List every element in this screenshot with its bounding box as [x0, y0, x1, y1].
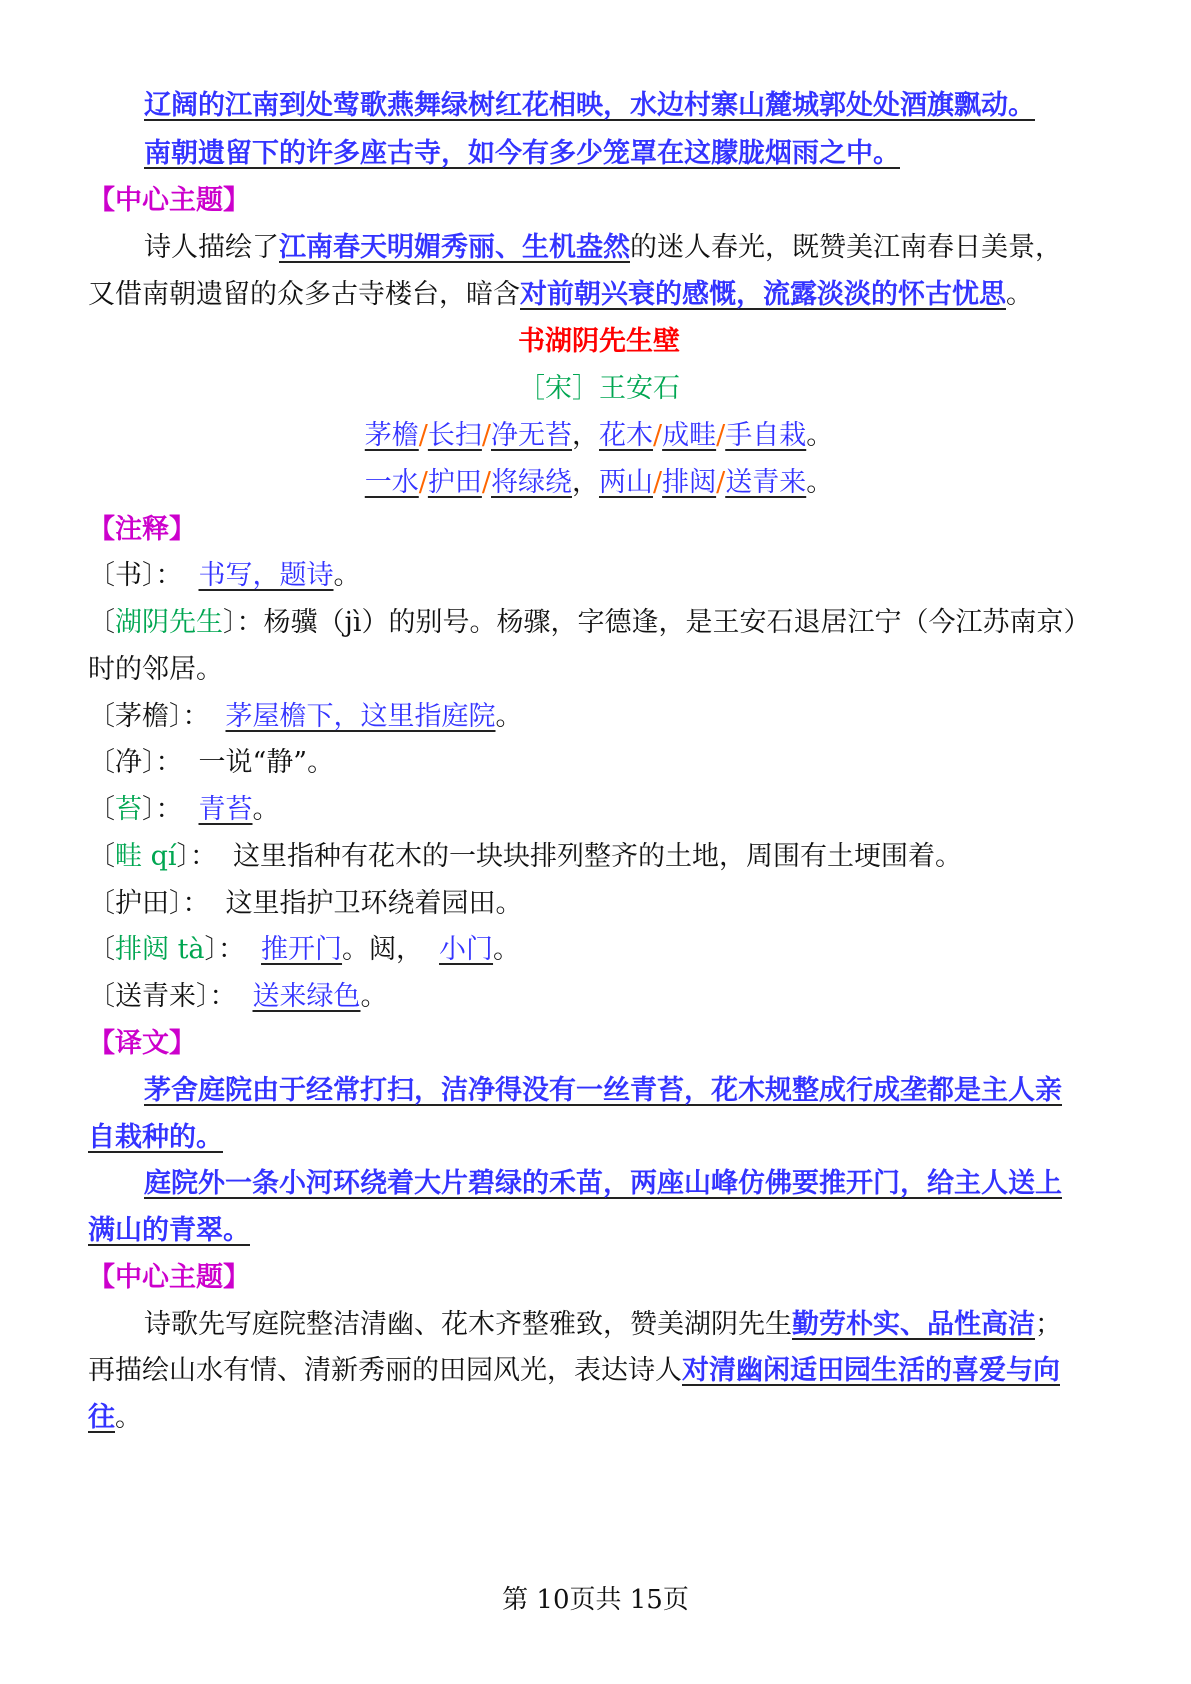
poem-title: 书湖阴先生壁 — [518, 326, 680, 357]
poem-line-1: 茅檐/长扫/净无苔，花木/成畦/手自栽。 — [364, 420, 834, 451]
translation-line-3: 庭院外一条小河环绕着大片碧绿的禾苗，两座山峰仿佛要推开门，给主人送上 — [144, 1168, 1062, 1199]
note-songqinglai: 〔送青来〕： 送来绿色。 — [88, 981, 388, 1012]
theme2-paragraph-line-1: 诗歌先写庭院整洁清幽、花木齐整雅致，赞美湖阴先生勤劳朴实、品性高洁； — [144, 1309, 1062, 1340]
note-shu: 〔书〕： 书写，题诗。 — [88, 560, 361, 591]
note-hutian: 〔护田〕： 这里指护卫环绕着园田。 — [88, 888, 523, 919]
poem-author: ［宋］王安石 — [518, 373, 680, 404]
theme2-keyphrase-1: 勤劳朴实、品性高洁 — [792, 1309, 1035, 1340]
page-number: 第 10页共 15页 — [502, 1585, 689, 1615]
translation-line-4: 满山的青翠。 — [88, 1215, 250, 1246]
theme1-paragraph-line-2: 又借南朝遗留的众多古寺楼台，暗含对前朝兴衰的感慨，流露淡淡的怀古忧思。 — [88, 279, 1033, 310]
intro-translation-line-2: 南朝遗留下的许多座古寺，如今有多少笼罩在这朦胧烟雨之中。 — [144, 138, 900, 169]
theme-heading-1: 【中心主题】 — [88, 185, 250, 216]
translation-line-1: 茅舍庭院由于经常打扫，洁净得没有一丝青苔，花木规整成行成垄都是主人亲 — [144, 1075, 1062, 1106]
note-maoyan: 〔茅檐〕： 茅屋檐下，这里指庭院。 — [88, 701, 523, 732]
theme2-paragraph-line-3: 往。 — [88, 1402, 142, 1433]
note-qi: 〔畦 qí〕： 这里指种有花木的一块块排列整齐的土地，周围有土埂围着。 — [88, 841, 963, 872]
note-huyin-line-1: 〔湖阴先生〕：杨骥（jì）的别号。杨骤，字德逢，是王安石退居江宁（今江苏南京） — [88, 607, 1091, 638]
translation-line-2: 自栽种的。 — [88, 1122, 223, 1153]
theme1-keyphrase-1: 江南春天明媚秀丽、生机盎然 — [279, 232, 630, 263]
theme2-keyphrase-2: 对清幽闲适田园生活的喜爱与向 — [682, 1355, 1060, 1386]
page-footer — [0, 1582, 1191, 1618]
poem-line-2: 一水/护田/将绿绕，两山/排闼/送青来。 — [364, 467, 834, 498]
theme-heading-2: 【中心主题】 — [88, 1262, 250, 1293]
theme1-keyphrase-2: 对前朝兴衰的感慨，流露淡淡的怀古忧思 — [520, 279, 1006, 310]
translation-heading: 【译文】 — [88, 1028, 196, 1059]
notes-heading: 【注释】 — [88, 514, 196, 545]
theme1-paragraph-line-1: 诗人描绘了江南春天明媚秀丽、生机盎然的迷人春光，既赞美江南春日美景， — [144, 232, 1062, 263]
note-paita: 〔排闼 tà〕： 推开门。闼， 小门。 — [88, 934, 521, 965]
note-huyin-line-2: 时的邻居。 — [88, 654, 223, 685]
note-tai: 〔苔〕： 青苔。 — [88, 794, 280, 825]
intro-translation-line-1: 辽阔的江南到处莺歌燕舞绿树红花相映，水边村寨山麓城郭处处酒旗飘动。 — [144, 90, 1035, 121]
note-jing: 〔净〕： 一说“静”。 — [88, 747, 335, 778]
theme2-paragraph-line-2: 再描绘山水有情、清新秀丽的田园风光，表达诗人对清幽闲适田园生活的喜爱与向 — [88, 1355, 1060, 1386]
